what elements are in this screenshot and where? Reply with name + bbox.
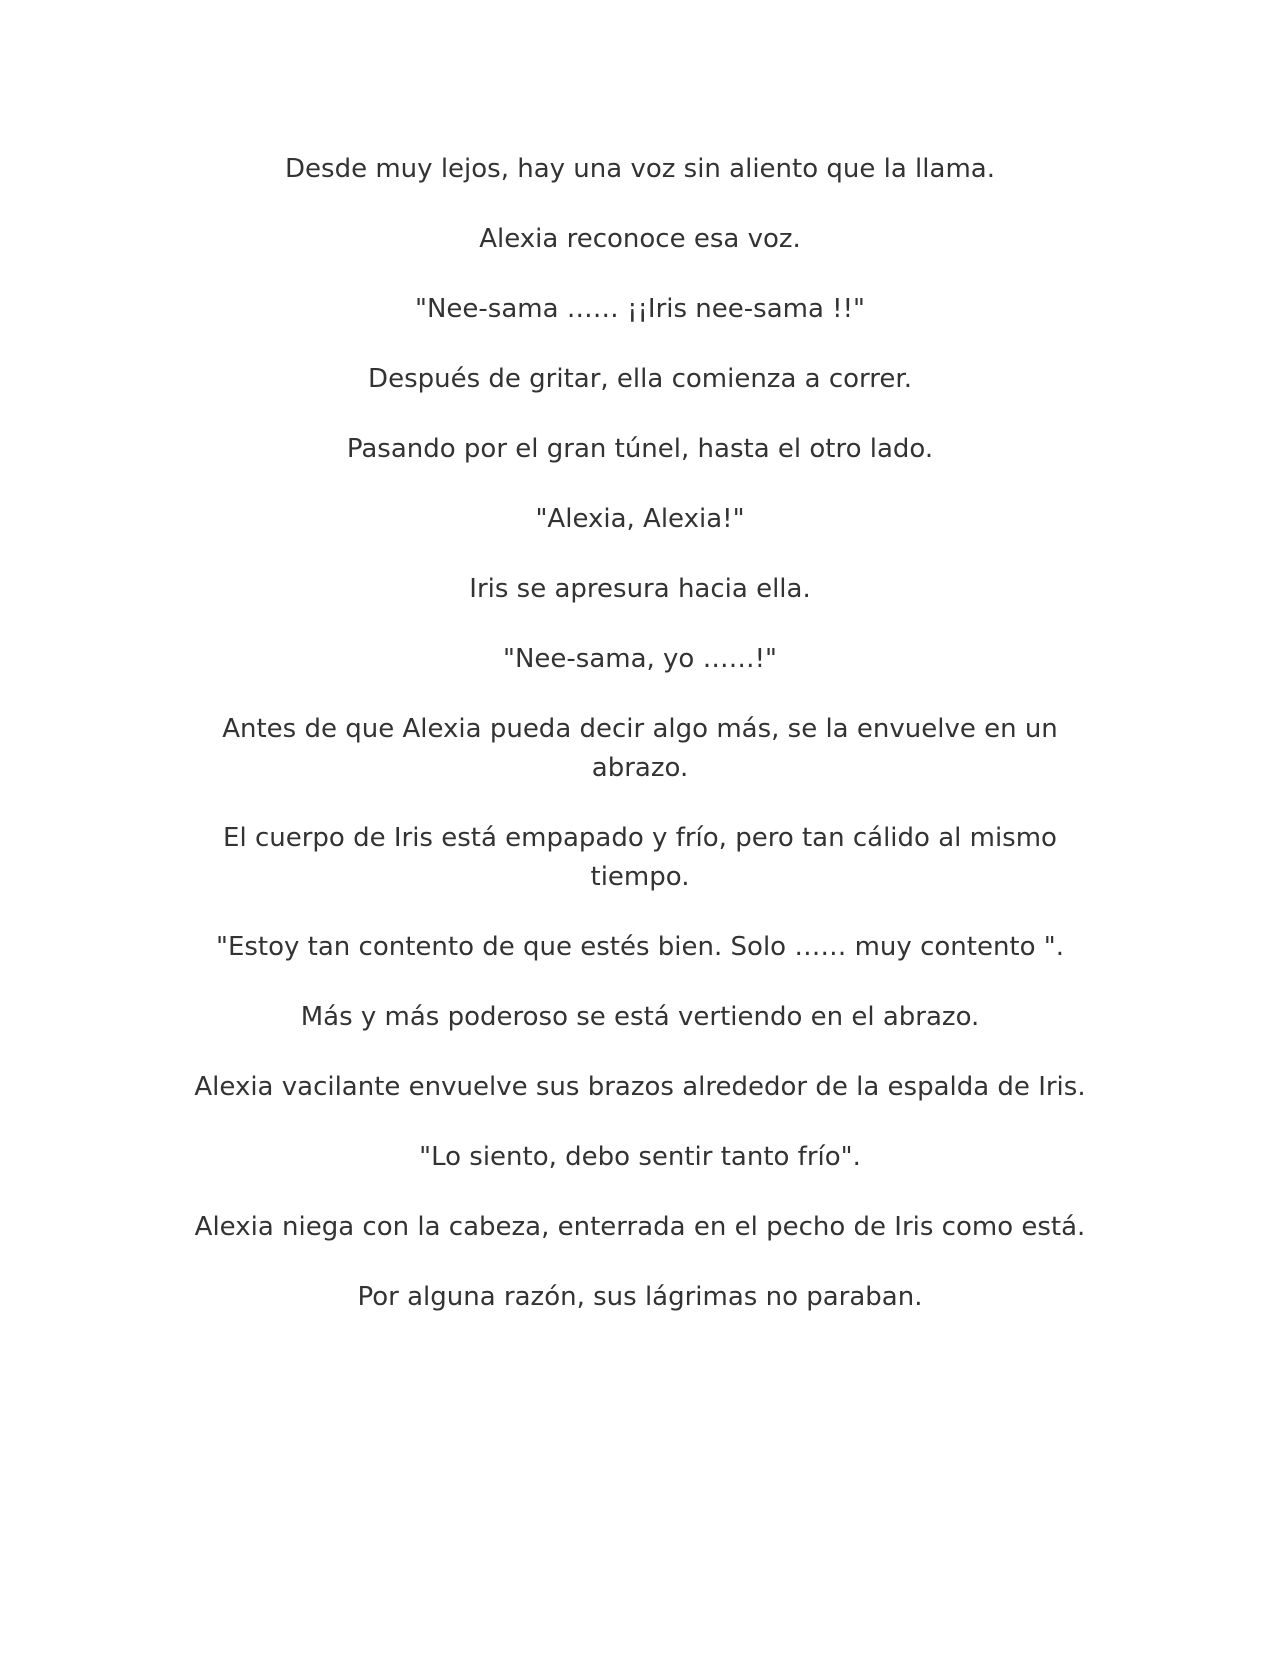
- paragraph: Antes de que Alexia pueda decir algo más, se la envuelve en un abrazo.: [222, 714, 1058, 783]
- paragraph: "Lo siento, debo sentir tanto frío".: [419, 1142, 861, 1172]
- paragraph: Pasando por el gran túnel, hasta el otro lado.: [346, 434, 934, 464]
- paragraph: Desde muy lejos, hay una voz sin aliento que la llama.: [285, 154, 995, 184]
- paragraph: "Alexia, Alexia!": [535, 504, 745, 534]
- paragraph: Por alguna razón, sus lágrimas no paraban.: [357, 1282, 923, 1312]
- paragraph: Más y más poderoso se está vertiendo en el abrazo.: [300, 1002, 980, 1032]
- paragraph: Después de gritar, ella comienza a correr.: [368, 364, 912, 394]
- paragraph: "Estoy tan contento de que estés bien. Solo …… muy contento ".: [215, 932, 1065, 962]
- paragraph: Alexia reconoce esa voz.: [479, 224, 801, 254]
- paragraph: Alexia niega con la cabeza, enterrada en el pecho de Iris como está.: [194, 1212, 1086, 1242]
- story-text: [170, 150, 1110, 1348]
- paragraph: El cuerpo de Iris está empapado y frío, pero tan cálido al mismo tiempo.: [223, 823, 1057, 892]
- paragraph: "Nee-sama …… ¡¡Iris nee-sama !!": [415, 294, 865, 324]
- paragraph: Iris se apresura hacia ella.: [469, 574, 811, 604]
- paragraph: Alexia vacilante envuelve sus brazos alrededor de la espalda de Iris.: [194, 1072, 1086, 1102]
- paragraph: "Nee-sama, yo ……!": [503, 644, 777, 674]
